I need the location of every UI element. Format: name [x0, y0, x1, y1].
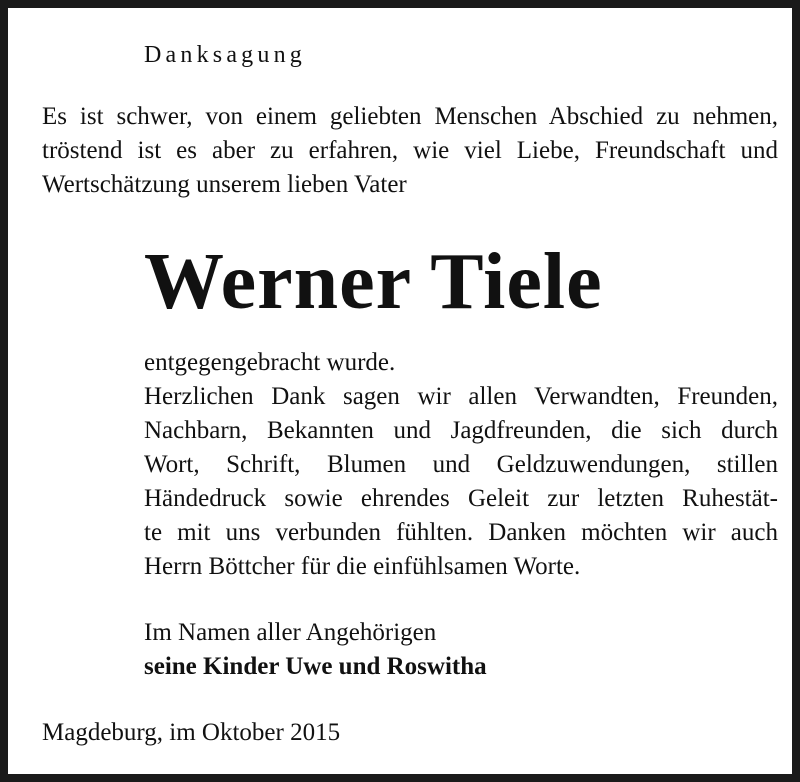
- body-line-5: Händedruck sowie ehrendes Geleit zur letzten Ruhestät-: [144, 485, 778, 512]
- body-line-6: te mit uns verbunden fühlten. Danken möchten wir auch: [144, 519, 778, 546]
- body-line-4: Wort, Schrift, Blumen und Geldzuwendungen, stillen: [144, 451, 778, 478]
- signature: seine Kinder Uwe und Roswitha: [144, 653, 487, 680]
- intro-line-1: Es ist schwer, von einem geliebten Menschen Abschied zu nehmen,: [42, 103, 778, 130]
- intro-line-2: tröstend ist es aber zu erfahren, wie viel Liebe, Freundschaft und: [42, 137, 778, 164]
- body-line-1: entgegengebracht wurde.: [144, 349, 396, 376]
- body-line-3: Nachbarn, Bekannten und Jagdfreunden, die sich durch: [144, 417, 778, 444]
- notice-heading: Danksagung: [144, 42, 306, 68]
- closing-line: Im Namen aller Angehörigen: [144, 619, 437, 646]
- place-date: Magdeburg, im Oktober 2015: [42, 719, 341, 746]
- deceased-name: Werner Tiele: [144, 238, 603, 326]
- body-line-2: Herzlichen Dank sagen wir allen Verwandten, Freunden,: [144, 383, 778, 410]
- intro-line-3: Wertschätzung unserem lieben Vater: [42, 171, 407, 198]
- body-line-7: Herrn Böttcher für die einfühlsamen Worte.: [144, 553, 581, 580]
